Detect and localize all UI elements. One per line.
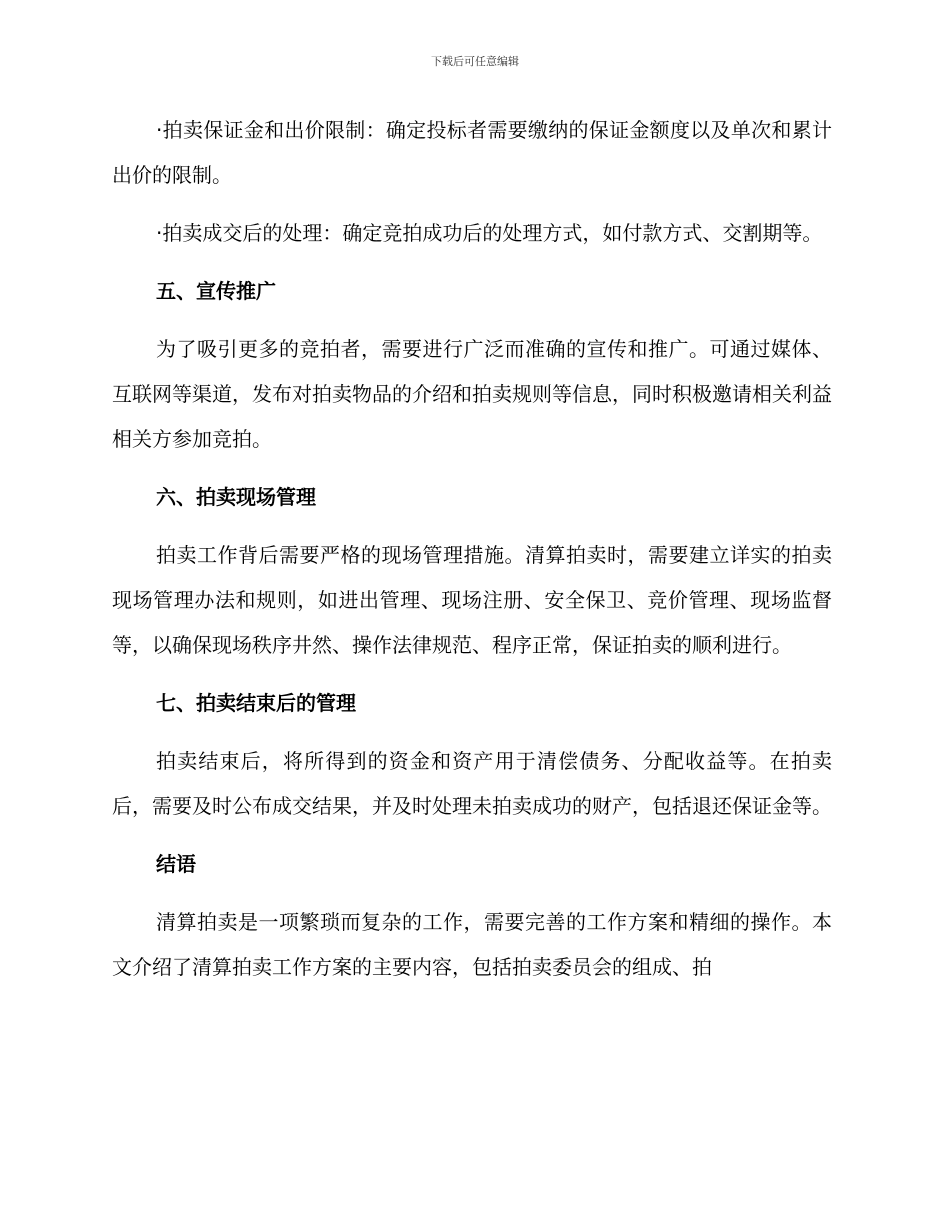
section-heading-promotion: 五、宣传推广 [156,279,276,303]
paragraph-post-auction-management: 拍卖结束后，将所得到的资金和资产用于清偿债务、分配收益等。在拍卖后，需要及时公布成交结果，并及时处理未拍卖成功的财产，包括退还保证金等。 [112,749,832,818]
paragraph-onsite-management: 拍卖工作背后需要严格的现场管理措施。清算拍卖时，需要建立详实的拍卖现场管理办法和规则，如进出管理、现场注册、安全保卫、竞价管理、现场监督等，以确保现场秩序井然、操作法律规范、程序正常，保证拍卖的顺利进行。 [112,543,832,657]
paragraph-post-sale-handling: ·拍卖成交后的处理：确定竞拍成功后的处理方式，如付款方式、交割期等。 [156,221,823,245]
section-heading-conclusion: 结语 [156,852,196,876]
paragraph-promotion: 为了吸引更多的竞拍者，需要进行广泛而准确的宣传和推广。可通过媒体、互联网等渠道，发布对拍卖物品的介绍和拍卖规则等信息，同时积极邀请相关利益相关方参加竞拍。 [112,337,832,451]
document-body [112,108,832,1003]
section-heading-post-auction-management: 七、拍卖结束后的管理 [156,691,356,715]
paragraph-conclusion: 清算拍卖是一项繁琐而复杂的工作，需要完善的工作方案和精细的操作。本文介绍了清算拍卖工作方案的主要内容，包括拍卖委员会的组成、拍 [112,910,832,979]
section-heading-onsite-management: 六、拍卖现场管理 [156,485,316,509]
paragraph-deposit-bid-limits: ·拍卖保证金和出价限制：确定投标者需要缴纳的保证金额度以及单次和累计出价的限制。 [112,118,832,187]
page-header-note: 下载后可任意编辑 [431,55,519,68]
